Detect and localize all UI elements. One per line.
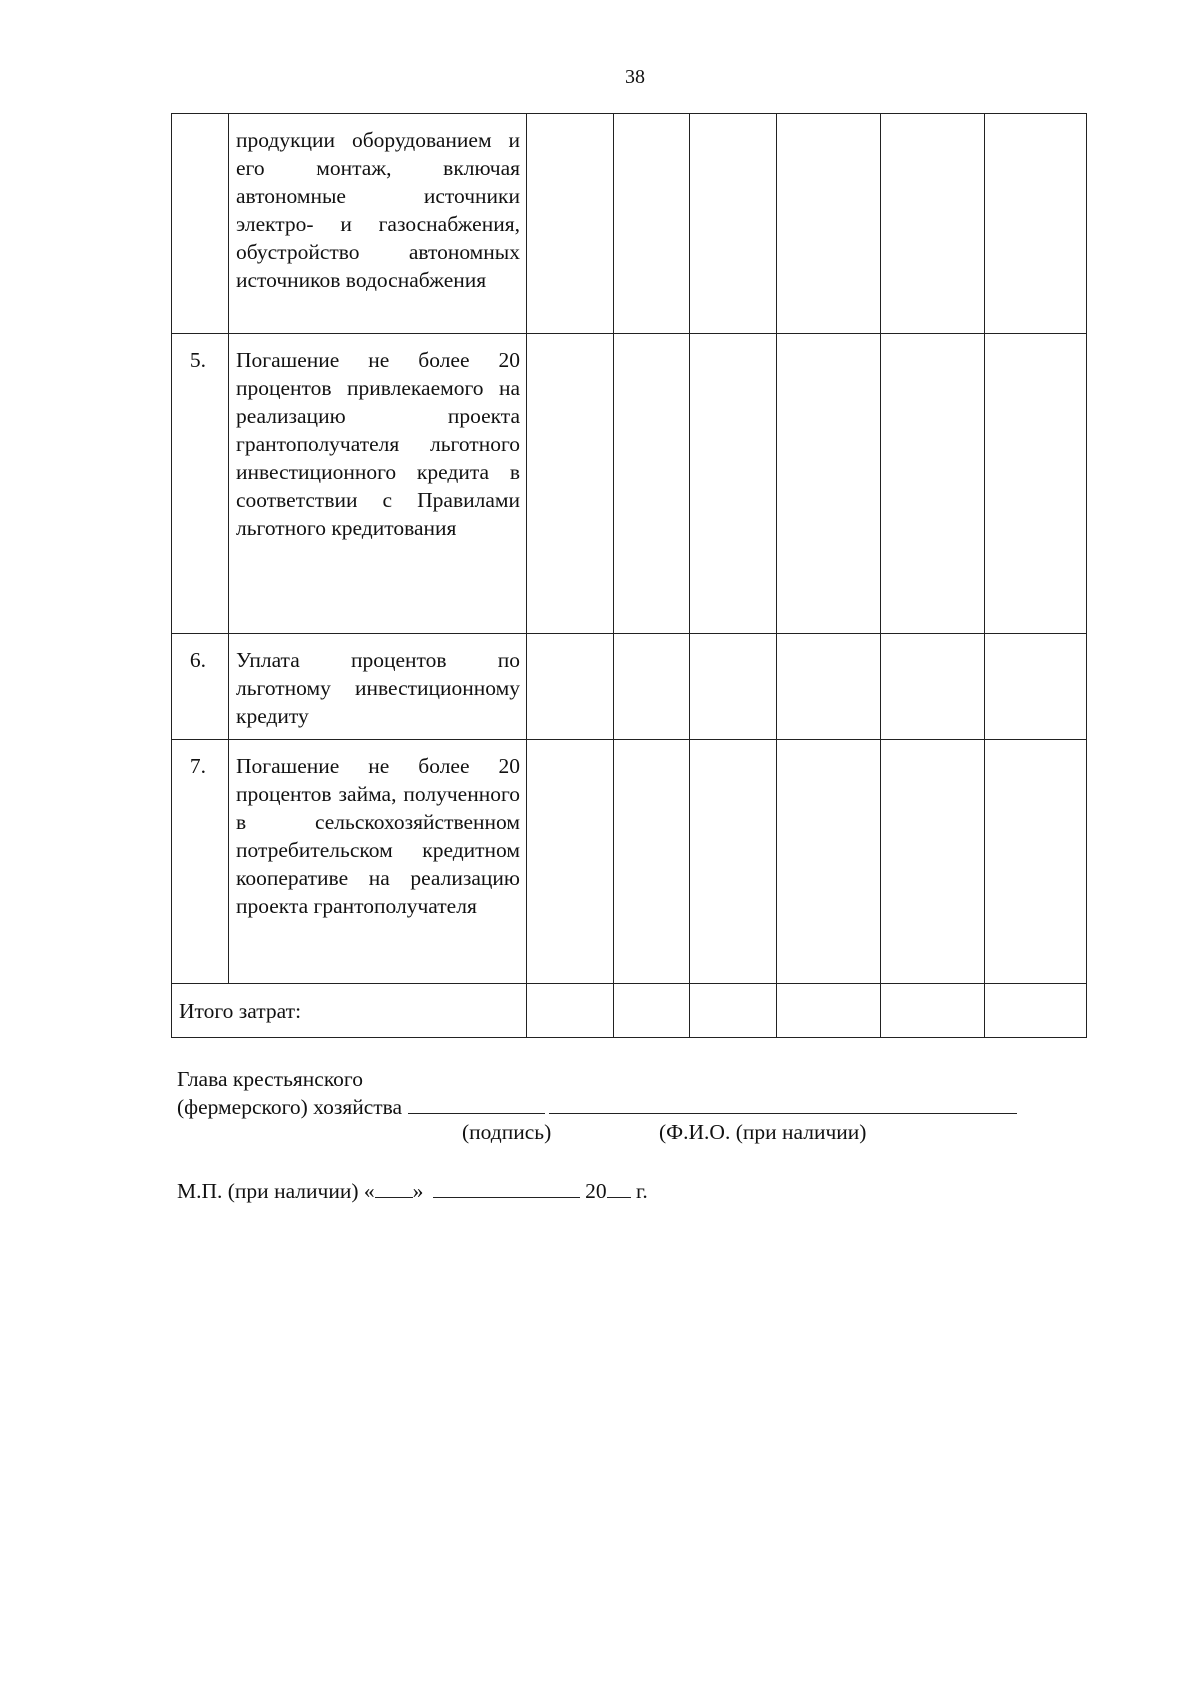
value-cell[interactable]	[777, 114, 881, 334]
signature-title-line2-text: (фермерского) хозяйства	[177, 1095, 403, 1119]
value-cell[interactable]	[614, 334, 690, 634]
day-field[interactable]	[375, 1177, 413, 1198]
row-description: Уплата процентов по льготному инвестиционному кредиту	[229, 634, 527, 740]
value-cell[interactable]	[777, 634, 881, 740]
signature-field[interactable]	[408, 1093, 545, 1114]
signature-title-line2	[177, 1093, 1017, 1121]
year-prefix: 20	[585, 1179, 607, 1203]
total-label: Итого затрат:	[172, 984, 527, 1038]
total-value-cell[interactable]	[614, 984, 690, 1038]
row-number	[172, 114, 229, 334]
total-value-cell[interactable]	[881, 984, 985, 1038]
value-cell[interactable]	[614, 634, 690, 740]
signature-block	[177, 1065, 1017, 1121]
table-row	[172, 740, 1087, 984]
stamp-date-line	[177, 1177, 648, 1204]
day-close-quote: »	[412, 1179, 424, 1203]
row-description: продукции оборудованием и его монтаж, включая автономные источники электро- и газоснабжения, обустройство автономных источников водоснабжения	[229, 114, 527, 334]
value-cell[interactable]	[690, 634, 777, 740]
value-cell[interactable]	[527, 114, 614, 334]
total-value-cell[interactable]	[777, 984, 881, 1038]
value-cell[interactable]	[881, 634, 985, 740]
value-cell[interactable]	[614, 740, 690, 984]
row-description: Погашение не более 20 процентов привлекаемого на реализацию проекта грантополучателя льготного инвестиционного кредита в соответствии с Правилами льготного кредитования	[229, 334, 527, 634]
value-cell[interactable]	[777, 334, 881, 634]
value-cell[interactable]	[985, 334, 1087, 634]
year-suffix: г.	[636, 1179, 648, 1203]
month-field[interactable]	[433, 1177, 580, 1198]
value-cell[interactable]	[614, 114, 690, 334]
value-cell[interactable]	[527, 334, 614, 634]
row-description: Погашение не более 20 процентов займа, полученного в сельскохозяйственном потребительском кредитном кооперативе на реализацию проекта грантополучателя	[229, 740, 527, 984]
table-row	[172, 114, 1087, 334]
table-row	[172, 634, 1087, 740]
row-number: 6.	[172, 634, 229, 740]
value-cell[interactable]	[527, 634, 614, 740]
table-row	[172, 334, 1087, 634]
row-number: 5.	[172, 334, 229, 634]
page-number: 38	[625, 66, 645, 88]
value-cell[interactable]	[985, 634, 1087, 740]
total-value-cell[interactable]	[690, 984, 777, 1038]
costs-table	[171, 113, 1087, 1038]
value-cell[interactable]	[777, 740, 881, 984]
value-cell[interactable]	[527, 740, 614, 984]
total-row	[172, 984, 1087, 1038]
row-number: 7.	[172, 740, 229, 984]
value-cell[interactable]	[881, 114, 985, 334]
value-cell[interactable]	[985, 740, 1087, 984]
total-value-cell[interactable]	[985, 984, 1087, 1038]
value-cell[interactable]	[881, 740, 985, 984]
year-field[interactable]	[607, 1177, 631, 1198]
signature-title-line1: Глава крестьянского	[177, 1067, 363, 1091]
full-name-field[interactable]	[549, 1093, 1017, 1114]
stamp-prefix: М.П. (при наличии) «	[177, 1179, 375, 1203]
value-cell[interactable]	[985, 114, 1087, 334]
signature-caption: (подпись)	[462, 1120, 552, 1144]
value-cell[interactable]	[690, 334, 777, 634]
value-cell[interactable]	[690, 114, 777, 334]
value-cell[interactable]	[690, 740, 777, 984]
total-value-cell[interactable]	[527, 984, 614, 1038]
full-name-caption: (Ф.И.О. (при наличии)	[659, 1120, 867, 1144]
value-cell[interactable]	[881, 334, 985, 634]
